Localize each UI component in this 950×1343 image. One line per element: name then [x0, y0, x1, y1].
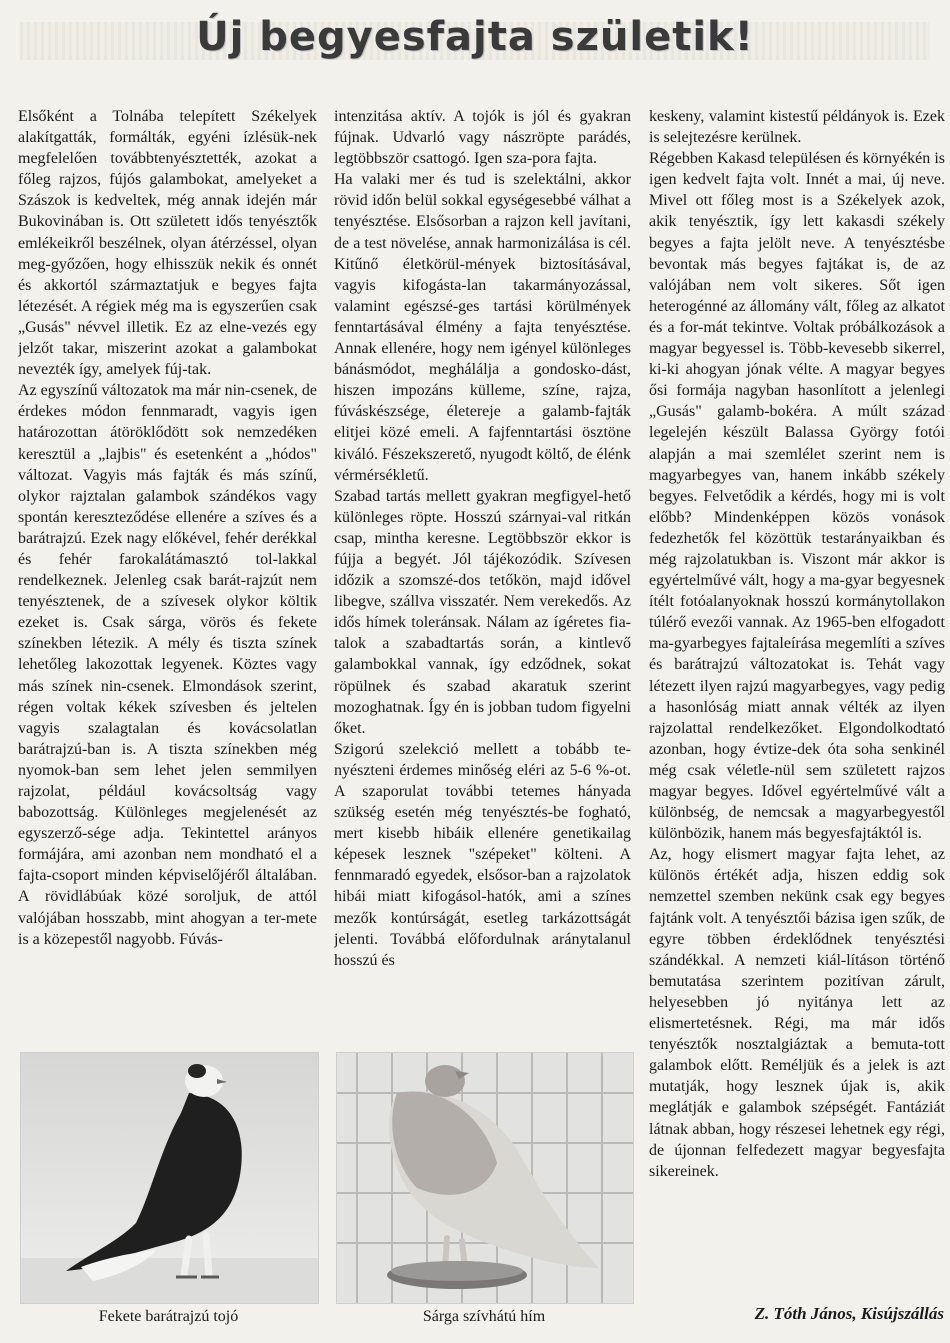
pigeon-photo-1: [21, 1053, 318, 1303]
paragraph: Ha valaki mer és tud is szelektálni, akkor rövid időn belül sokkal egységesebbé válhat a tenyésztése. Elsősorban a rajzon kell javítani, de a test növelése, annak harmonizálása is cél. Kitűnő életkörül-mények biztosításával, vagyis kifogásta-lan takarmányozással, valamint egészsé-ges tartási körülmények fenntartásával élmény a fajta tenyésztése. Annak ellenére, hogy nem igényel különleges bánásmódot, meghálálja a gondosko-dást, hiszen impozáns külleme, színe, rajza, fúváskészsége, életereje a galamb-fajták elitjei közé emeli. A fajfenntartási ösztöne kiváló. Fészekszerető, nyugodt költő, de élénk vérmérsékletű.: [334, 171, 631, 484]
paragraph: intenzitása aktív. A tojók is jól és gyakran fújnak. Udvarló vagy nászröpte parádés, legtöbbször csattogó. Igen sza-pora fajta.: [334, 108, 631, 168]
paragraph: Az, hogy elismert magyar fajta lehet, az különös értékét adja, hiszen eddig sok nemzettel szemben nekünk csak egy begyes fajtánk volt. A tenyésztői bázisa igen szűk, de egyre többen érdeklődnek tenyésztési szándékkal. A nemzeti kiál-lításon történő bemutatása szerintem pozitívan zárult, helyesebben jó nyitánya lett az elismertetésnek. Régi, ma már idős tenyésztők nosztalgiáztak a bemuta-tott galambok előtt. Reméljük és a jelek is azt mutatják, hogy lesznek újak is, akik meglátják e galambok szépségét. Fantáziát látnak abban, hogy részesei lehetnek egy régi, de újonnan felfedezett magyar begyesfajta sikereinek.: [649, 846, 945, 1180]
pigeon-photo-2: [337, 1053, 633, 1303]
paragraph: Szigorú szelekció mellett a tobább te-nyészteni érdemes minőség eléri az 5-6 %-ot. A szaporulat további tetemes hányada szükség esetén még tenyésztés-be fogható, mert kisebb hibáik ellenére genetikailag képesek lesznek "szépeket" költeni. A fennmaradó egyedek, elsősor-ban a rajzolatok hibái miatt kifogásol-hatók, ami a színes mezők kontúrságát, esetleg tarkázottságát jelenti. Továbbá előfordulnak aránytalanul hosszú és: [334, 740, 631, 969]
photo-black-pigeon: [20, 1052, 319, 1304]
paragraph: Elsőként a Tolnába telepített Székelyek alakítgatták, formálták, egyéni ízlésük-nek megfelelően továbbtenyésztették, azokat a főleg rajzos, fújós galambokat, amelyeket a Szászok is kedveltek, még annak idején már Bukovinában is. Ott született idős tenyésztők emlékeikről beszélnek, olyan átérzéssel, olyan meg-győzően, hogy elhisszük nekik és onnét és akkortól származtatjuk e begyes fajta létezését. A régiek még ma is egyszerűen csak „Gusás" névvel illetik. Ez az elne-vezés egy jelzőt takar, miszerint azokat a galambokat nevezték így, amelyek fúj-tak.: [18, 108, 317, 379]
text-column-2: [334, 106, 631, 1050]
photo-yellow-pigeon: [336, 1052, 634, 1304]
paragraph: Szabad tartás mellett gyakran megfigyel-hető különleges röpte. Hosszú szárnyai-val ritkán csap, mintha keresne. Legtöbbször ekkor is fújja a begyét. Jól tájékozódik. Szívesen időzik a szomszé-dos tetőkön, majd idővel libegve, szállva visszatér. Nem verekedős. Az idős hímek toleránsak. Nálam az ígéretes fia-talok a szabadtartás során, a kintlevő galambokkal vannak, így edződnek, sokat röpülnek és szabad akaratuk szerint mozoghatnak. Így én is jobban tudom figyelni őket.: [334, 487, 631, 737]
text-column-3: [649, 106, 945, 1298]
text-column-1: [18, 106, 317, 1050]
article-title: Új begyesfajta születik!: [196, 14, 754, 60]
paragraph: keskeny, valamint kistestű példányok is. Ezek is selejtezésre kerülnek.: [649, 108, 945, 147]
paragraph: Az egyszínű változatok ma már nin-csenek, de érdekes módon fennmaradt, vagyis igen határozottan átöröklődött sok nemzedéken keresztül a „lajbis" és esetenként a „hódos" változat. Vagyis más fajták és más színű, olykor rajztalan galambok szándékos vagy spontán kereszteződése ellenére a szíves és a barátrajzú. Ezek nagy előkével, fehér derékkal és fehér farokalátámasztó tol-lakkal rendelkeznek. Jelenleg csak barát-rajzút nem tenyésztenek, de a szívesek olykor költik ezeket is. Csak sárga, vörös és fekete színekben létezik. A mély és tiszta színek lehetőleg lakozottak legyenek. Köztes vagy más színek nin-csenek. Elmondások szerint, régen voltak kékek szívesben és jeltelen vagyis szalagtalan és kovácsolatlan barátrajzú-ban is. A tiszta színekben még nyomok-ban sem lehet jelen semmilyen rajzolat, például kovácsoltság vagy babozottság. Különleges megjelenését az egyszerző-sége adja. Tekintettel arányos formájára, ami azonban nem mondható el a fajta-csoport minden képviselőjéről általában. A rövidlábúak közé soroljuk, de attól valójában hosszabb, mint ahogyan a ter-mete is a közepestől nagyobb. Fúvás-: [18, 382, 317, 948]
photo-caption: Fekete barátrajzú tojó: [98, 1308, 239, 1325]
photo-caption: Sárga szívhátú hím: [422, 1308, 546, 1325]
paragraph: Régebben Kakasd településen és környékén is igen kedvelt fajta volt. Innét a mai, új neve. Mivel ott főleg most is a Székelyek azok, akik tenyésztik, így lett kakasdi székely begyes a fajta jelölt neve. A tenyésztésbe bevontak más begyes fajtákat is, de az valójában nem volt sikeres. Sőt igen heterogénné az állomány vált, főleg az alkatot és a for-mát tekintve. Voltak próbálkozások a magyar begyessel is. Több-kevesebb sikerrel, ki-ki ahogyan jónak vélte. A magyar begyes ősi formája nagyban hasonlított a jelenlegi „Gusás" galamb-bokéra. A múlt század legelején készült Balassa György fotói alapján a mai szemlélet szerint nem is magyarbegyes van, hanem inkább székely begyes. Felvetődik a kérdés, hogy mi is volt előbb? Mindenképpen közös vonások fedezhetők fel közöttük testarányaikban és még rajzolatukban is. Viszont már akkor is egyértelművé vált, hogy a ma-gyar begyesnek ítélt fotóalanyoknak hosszú kormánytollakon túlérő evezői vannak. Az 1965-ben elfogadott ma-gyarbegyes fajtaleírása megemlíti a szíves és barátrajzú változatokat is. Tehát vagy létezett ilyen rajzú magyarbegyes, vagy pedig a hasonlóság miatt annak vélték az ilyen rajzolattal rendelkezőket. Elgondolkodtató azonban, hogy évtize-dek óta soha senkinél még csak véletle-nül sem született rajzos magyar begyes. Idővel egyértelművé vált a különbség, de nemcsak a magyarbegyestől különbözik, hanem más begyesfajtáktól is.: [649, 150, 945, 843]
author-signature: Z. Tóth János, Kisújszállás: [754, 1304, 944, 1323]
